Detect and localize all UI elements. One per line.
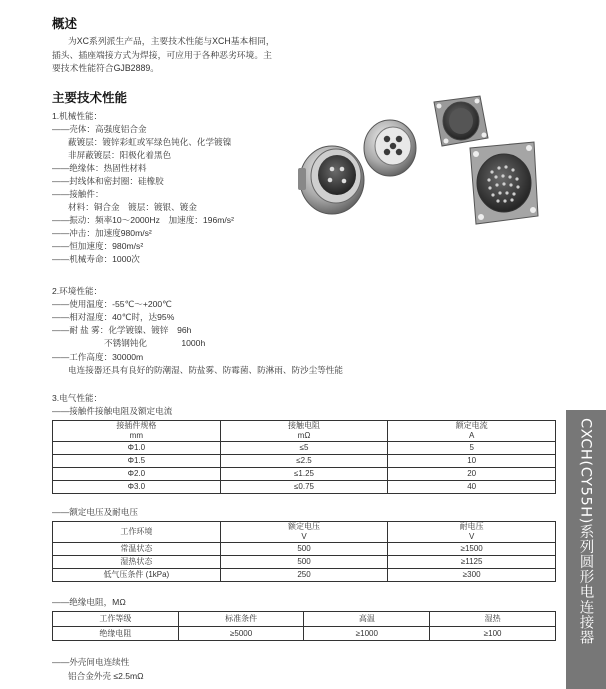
elec-sub-continuity: ——外壳间电连续性 bbox=[52, 657, 130, 667]
table-cell: 250 bbox=[220, 569, 388, 582]
connector-product-photo bbox=[292, 92, 544, 232]
elec-sub-insulation: ——绝缘电阻，MΩ bbox=[52, 597, 126, 607]
table-header-cell: 接触电阻 mΩ bbox=[220, 421, 388, 442]
large-square-receptacle bbox=[470, 142, 538, 224]
table-row bbox=[53, 543, 556, 556]
series-title: CXCH(CY55H)系列圆形电连接器 bbox=[577, 418, 594, 645]
table-cell: 500 bbox=[220, 543, 388, 556]
table-cell: Φ3.0 bbox=[53, 481, 221, 494]
env-heading: 2.环境性能： bbox=[52, 286, 103, 296]
mech-line: ——机械寿命：1000次 bbox=[52, 254, 140, 264]
round-receptacle bbox=[364, 120, 416, 176]
table-row bbox=[53, 569, 556, 582]
table-cell: 500 bbox=[220, 556, 388, 569]
mech-line: 蔽镀层：镀锌彩虹或军绿色钝化、化学镀镍 bbox=[68, 137, 232, 147]
mech-line: ——接触件： bbox=[52, 189, 104, 199]
env-line: ——使用温度：-55℃～+200℃ bbox=[52, 299, 172, 309]
table-header-cell: 工作环境 bbox=[53, 522, 221, 543]
table-header-cell: 工作等级 bbox=[53, 612, 179, 627]
mech-heading: 1.机械性能： bbox=[52, 111, 103, 121]
env-line: 不锈钢钝化 1000h bbox=[104, 338, 206, 348]
table-cell: 低气压条件 (1kPa) bbox=[53, 569, 221, 582]
env-line: ——工作高度：30000m bbox=[52, 352, 144, 362]
table-cell: ≥5000 bbox=[178, 627, 304, 641]
table-cell: 40 bbox=[388, 481, 556, 494]
table-cell: ≥1125 bbox=[388, 556, 556, 569]
table-cell: Φ1.0 bbox=[53, 442, 221, 455]
table-header-row bbox=[53, 522, 556, 543]
table-cell: ≥1000 bbox=[304, 627, 430, 641]
mech-line: 非屏蔽镀层：阳极化着黑色 bbox=[68, 150, 172, 160]
table-cell: 绝缘电阻 bbox=[53, 627, 179, 641]
voltage-table bbox=[52, 521, 556, 582]
overview-line: 为XC系列派生产品，主要技术性能与XCH基本相同， bbox=[68, 36, 275, 46]
table-cell: 10 bbox=[388, 455, 556, 468]
table-cell: ≤0.75 bbox=[220, 481, 388, 494]
insulation-table bbox=[52, 611, 556, 641]
mech-line: ——恒加速度：980m/s² bbox=[52, 241, 144, 251]
env-line: ——耐 盐 雾：化学镀镍、镀锌 96h bbox=[52, 325, 192, 335]
table-header-row bbox=[53, 421, 556, 442]
mech-line: ——冲击：加速度980m/s² bbox=[52, 228, 152, 238]
table-row bbox=[53, 481, 556, 494]
table-cell: ≤1.25 bbox=[220, 468, 388, 481]
table-cell: 湿热状态 bbox=[53, 556, 221, 569]
mech-line: ——振动：频率10～2000Hz 加速度：196m/s² bbox=[52, 215, 234, 225]
table-row bbox=[53, 468, 556, 481]
table-cell: ≥300 bbox=[388, 569, 556, 582]
table-row bbox=[53, 556, 556, 569]
table-cell: ≥100 bbox=[430, 627, 556, 641]
table-header-row bbox=[53, 612, 556, 627]
table-row bbox=[53, 627, 556, 641]
elec-heading: 3.电气性能： bbox=[52, 393, 103, 403]
table-cell: 5 bbox=[388, 442, 556, 455]
table-cell: ≤2.5 bbox=[220, 455, 388, 468]
table-row bbox=[53, 455, 556, 468]
mech-line: ——封线体和密封圈：硅橡胶 bbox=[52, 176, 164, 186]
mech-line: ——壳体：高强度铝合金 bbox=[52, 124, 147, 134]
table-header-cell: 高温 bbox=[304, 612, 430, 627]
table-cell: 常温状态 bbox=[53, 543, 221, 556]
square-flange-receptacle bbox=[434, 96, 488, 146]
elec-sub-contact: ——接触件接触电阻及额定电流 bbox=[52, 406, 173, 416]
env-line: ——相对湿度：40℃时，达95% bbox=[52, 312, 175, 322]
plug-connector bbox=[298, 146, 364, 214]
table-cell: ≤5 bbox=[220, 442, 388, 455]
table-header-cell: 接插件规格 mm bbox=[53, 421, 221, 442]
table-cell: 20 bbox=[388, 468, 556, 481]
table-header-cell: 额定电压 V bbox=[220, 522, 388, 543]
table-cell: ≥1500 bbox=[388, 543, 556, 556]
env-line: 电连接器还具有良好的防潮湿、防盐雾、防霉菌、防淋雨、防沙尘等性能 bbox=[68, 365, 344, 375]
mech-line: ——绝缘体：热固性材料 bbox=[52, 163, 147, 173]
table-header-cell: 标准条件 bbox=[178, 612, 304, 627]
elec-sub-voltage: ——额定电压及耐电压 bbox=[52, 507, 138, 517]
specs-title: 主要技术性能 bbox=[52, 91, 128, 105]
overview-line: 要技术性能符合GJB2889。 bbox=[52, 63, 160, 73]
mech-line: 材料：铜合金 镀层：镀银、镀金 bbox=[68, 202, 197, 212]
contact-resistance-table bbox=[52, 420, 556, 494]
table-row bbox=[53, 442, 556, 455]
table-header-cell: 耐电压 V bbox=[388, 522, 556, 543]
overview-title: 概述 bbox=[52, 17, 78, 31]
table-cell: Φ2.0 bbox=[53, 468, 221, 481]
table-header-cell: 湿热 bbox=[430, 612, 556, 627]
table-cell: Φ1.5 bbox=[53, 455, 221, 468]
table-header-cell: 额定电流 A bbox=[388, 421, 556, 442]
continuity-value: 铝合金外壳 ≤2.5mΩ bbox=[68, 671, 144, 681]
overview-paragraph bbox=[52, 35, 307, 76]
overview-line: 插头、插座端接方式为焊接，可应用于各种恶劣环境。主 bbox=[52, 49, 272, 60]
series-sidebar bbox=[566, 410, 606, 689]
